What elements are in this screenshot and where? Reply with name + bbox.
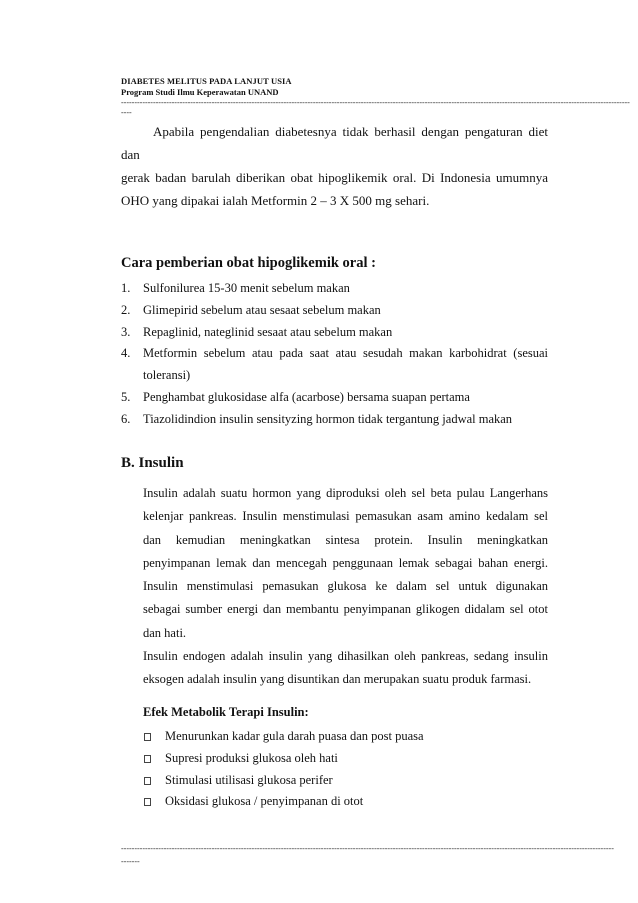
- list-item: Menurunkan kadar gula darah puasa dan post puasa: [143, 726, 424, 748]
- insulin-line: eksogen adalah insulin yang disuntikan dan merupakan suatu produk farmasi.: [143, 672, 532, 687]
- list-item: 2. Glimepirid sebelum atau sesaat sebelum makan: [121, 302, 381, 317]
- oral-drug-list: [121, 278, 548, 431]
- list-item: 4. Metformin sebelum atau pada saat atau sesudah makan karbohidrat (sesuai toleransi): [121, 346, 548, 383]
- header-subtitle: Program Studi Ilmu Keperawatan UNAND: [121, 87, 279, 97]
- insulin-line: penyimpanan lemak dan mencegah penggunaan lemak sebagai bahan energi.: [143, 555, 548, 570]
- intro-paragraph: [121, 120, 548, 212]
- insulin-line: dan hati.: [143, 625, 187, 640]
- insulin-line: sebagai sumber energi dan membantu penyimpanan glikogen didalam sel otot: [143, 602, 548, 617]
- footer-rule: -----------------------------------------------------------------------------------------------------------------------------------------------------------------------------------------: [121, 844, 614, 853]
- efek-list: [143, 726, 424, 813]
- checkbox-bullet-icon: [144, 777, 151, 785]
- checkbox-bullet-icon: [144, 798, 151, 806]
- list-item: Supresi produksi glukosa oleh hati: [143, 748, 424, 770]
- insulin-section-heading: B. Insulin: [121, 455, 184, 471]
- checkbox-bullet-icon: [144, 755, 151, 763]
- insulin-line: kelenjar pankreas. Insulin menstimulasi pemasukan asam amino kedalam sel: [143, 509, 548, 524]
- efek-heading: Efek Metabolik Terapi Insulin:: [143, 705, 309, 719]
- intro-line-1: Apabila pengendalian diabetesnya tidak berhasil dengan pengaturan diet dan: [121, 124, 548, 162]
- header-rule-continued: ----: [121, 108, 132, 117]
- insulin-paragraph: [143, 482, 548, 692]
- header-title: DIABETES MELITUS PADA LANJUT USIA: [121, 76, 292, 86]
- list-item: Stimulasi utilisasi glukosa perifer: [143, 770, 424, 792]
- list-item: Oksidasi glukosa / penyimpanan di otot: [143, 791, 424, 813]
- list-item: 6. Tiazolidindion insulin sensityzing hormon tidak tergantung jadwal makan: [121, 411, 513, 426]
- insulin-line: Insulin menstimulasi pemasukan glukosa ke dalam sel untuk digunakan: [143, 579, 548, 594]
- intro-line-2: gerak badan barulah diberikan obat hipoglikemik oral. Di Indonesia umumnya: [121, 170, 548, 185]
- checkbox-bullet-icon: [144, 733, 151, 741]
- footer-rule-continued: -------: [121, 857, 140, 866]
- insulin-line: Insulin adalah suatu hormon yang diproduksi oleh sel beta pulau Langerhans: [143, 486, 548, 500]
- intro-line-3: OHO yang dipakai ialah Metformin 2 – 3 X 500 mg sehari.: [121, 193, 430, 208]
- list-item: 5. Penghambat glukosidase alfa (acarbose) bersama suapan pertama: [121, 389, 470, 404]
- insulin-line: dan kemudian meningkatkan sintesa protein. Insulin meningkatkan: [143, 532, 548, 547]
- header-rule: -----------------------------------------------------------------------------------------------------------------------------------------------------------------------------------------------: [121, 98, 630, 107]
- oral-section-heading: Cara pemberian obat hipoglikemik oral :: [121, 255, 376, 271]
- insulin-line: Insulin endogen adalah insulin yang dihasilkan oleh pankreas, sedang insulin: [143, 649, 548, 664]
- list-item: 1. Sulfonilurea 15-30 menit sebelum makan: [121, 281, 350, 295]
- list-item: 3. Repaglinid, nateglinid sesaat atau sebelum makan: [121, 324, 393, 339]
